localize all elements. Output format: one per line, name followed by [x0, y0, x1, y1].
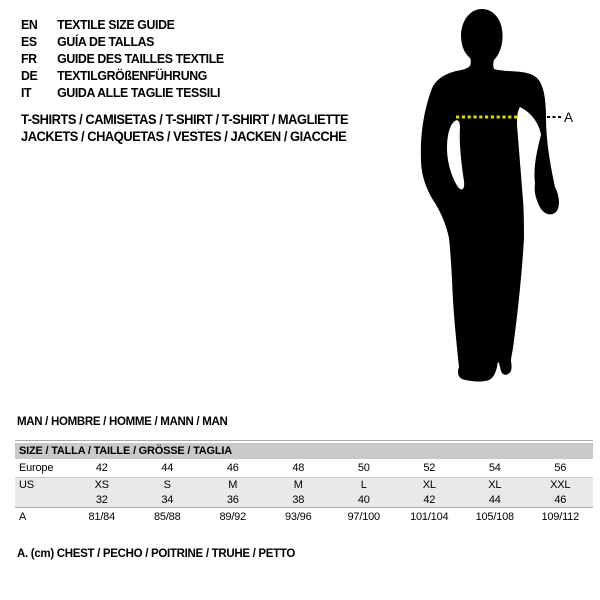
table-cell: 32	[95, 493, 108, 506]
table-cell: 85/88	[153, 510, 181, 523]
language-code: DE	[21, 68, 38, 83]
table-top-rule	[15, 440, 593, 441]
language-label: GUIDE DES TAILLES TEXTILE	[57, 51, 224, 66]
size-table	[15, 440, 593, 525]
table-cell: XXL	[550, 479, 571, 491]
measurement-footnote: A. (cm) CHEST / PECHO / POITRINE / TRUHE / PETTO	[17, 548, 296, 560]
table-cell: 50	[357, 462, 370, 474]
table-row-us	[15, 478, 593, 492]
table-cell: 46	[554, 493, 567, 506]
language-code: EN	[21, 17, 38, 32]
table-cell: M	[293, 479, 303, 491]
table-cell: 109/112	[541, 510, 580, 523]
table-cell: XS	[94, 479, 109, 491]
table-cell: 93/96	[284, 510, 312, 523]
table-cell: 54	[488, 462, 501, 474]
table-row-uk-sizes	[15, 492, 593, 507]
category-line-jackets: JACKETS / CHAQUETAS / VESTES / JACKEN / GIACCHE	[21, 128, 347, 144]
table-cell: 97/100	[347, 510, 380, 523]
row-label: US	[19, 479, 34, 491]
language-code: ES	[21, 34, 37, 49]
table-cell: 38	[292, 493, 305, 506]
table-cell: 44	[488, 493, 501, 506]
section-title-man: MAN / HOMBRE / HOMME / MANN / MAN	[17, 416, 228, 428]
man-silhouette	[421, 9, 559, 382]
table-cell: 105/108	[475, 510, 514, 523]
table-row-europe	[15, 459, 593, 478]
language-label: TEXTILGRÖßENFÜHRUNG	[57, 68, 208, 83]
table-cell: 44	[161, 462, 174, 474]
table-cell: 36	[226, 493, 239, 506]
table-cell: 40	[357, 493, 370, 506]
category-line-tshirts: T-SHIRTS / CAMISETAS / T-SHIRT / T-SHIRT / MAGLIETTE	[21, 111, 349, 127]
language-code: FR	[21, 51, 37, 66]
table-cell: M	[228, 479, 238, 491]
language-label: TEXTILE SIZE GUIDE	[57, 17, 175, 32]
table-cell: 89/92	[219, 510, 247, 523]
row-label: Europe	[19, 462, 54, 474]
table-row-chest-a	[15, 507, 593, 525]
table-cell: 81/84	[88, 510, 116, 523]
table-cell: 52	[423, 462, 436, 474]
table-cell: 48	[292, 462, 305, 474]
table-cell: 56	[554, 462, 567, 474]
measure-label-a: A	[564, 110, 574, 125]
table-cell: 46	[226, 462, 239, 474]
table-cell: 101/104	[410, 510, 449, 523]
table-cell: 34	[161, 493, 174, 506]
table-cell: S	[163, 479, 171, 491]
size-table-header: SIZE / TALLA / TAILLE / GRÖSSE / TAGLIA	[15, 443, 593, 459]
table-cell: L	[360, 479, 367, 491]
language-label: GUÍA DE TALLAS	[57, 34, 155, 49]
table-cell: XL	[422, 479, 436, 491]
language-label: GUIDA ALLE TAGLIE TESSILI	[57, 85, 221, 100]
language-code: IT	[21, 85, 32, 100]
table-cell: 42	[423, 493, 436, 506]
table-cell: 42	[95, 462, 108, 474]
table-cell: XL	[488, 479, 502, 491]
row-label: A	[19, 510, 27, 523]
